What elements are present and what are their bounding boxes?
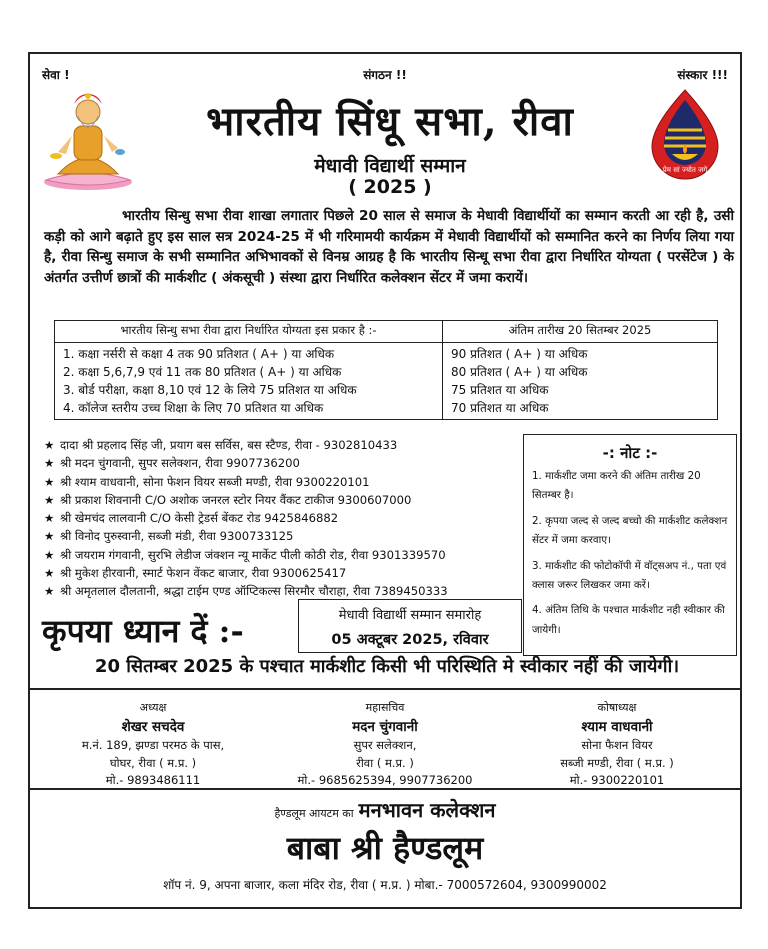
sangathan-tag: संगठन !!	[363, 68, 407, 82]
eligibility-right-header: अंतिम तारीख 20 सितम्बर 2025	[443, 321, 718, 343]
ad-prefix: हैण्डलूम आयटम का	[274, 807, 354, 820]
star-icon: ★	[44, 511, 55, 526]
attention-heading: कृपया ध्यान दें :-	[42, 612, 244, 650]
officer-name: शेखर सचदेव	[121, 719, 185, 735]
star-icon: ★	[44, 474, 55, 489]
star-icon: ★	[44, 492, 55, 507]
officer-detail: म.नं. 189, झण्डा परमठ के पास,	[81, 738, 225, 752]
event-subtitle: मेधावी विद्यार्थी सम्मान	[314, 155, 466, 177]
requirement-item: 75 प्रतिशत या अधिक	[451, 383, 549, 397]
collection-center-item: ★ श्री अमृतलाल दौलतानी, श्रद्धा टाईम एण्ड ऑप्टिकल्स सिरमौर चौराहा, रीवा 7389450333	[44, 582, 524, 600]
collection-center-item: ★ श्री प्रकाश शिवनानी C/O अशोक जनरल स्टोर नियर वैंकट टाकीज 9300607000	[44, 491, 524, 509]
note-title: -: नोट :-	[602, 444, 658, 462]
collection-center-item: ★ श्री जयराम गंगवानी, सुरभि लेडीज जंक्शन न्यू मार्केट पीली कोठी रोड, रीवा 9301339570	[44, 546, 524, 564]
ad-collection: मनभावन कलेक्शन	[358, 798, 496, 822]
officer-secretary	[270, 700, 500, 790]
ad-tagline	[30, 796, 740, 823]
intro-paragraph: भारतीय सिन्धु सभा रीवा शाखा लगातार पिछले 20 साल से समाज के मेधावी विद्यार्थीयों का सम्मान करती आ रही है, उसी कड़ी को आगे बढ़ाते हुए इस साल सत्र 2024-25 में भी गरिमामयी कार्यक्रम में मेधावी विद्यार्थीयों को सम्मानित करने का निर्णय लिया गया है, रीवा सिन्धु समाज के सभी सम्मानित अभिभावकों से विनम्र आग्रह है कि भारतीय सिन्धू सभा रीवा द्वारा निर्धारित योग्यता ( परसेंटेज ) के अंतर्गत उत्तीर्ण छात्रों की मार्कशीट ( अंकसूची ) संस्था द्वारा निर्धारित कलेक्शन सेंटर में जमा करायें।	[44, 208, 734, 286]
officer-detail: सोना फैशन वियर	[581, 738, 653, 752]
officer-detail: सुपर सलेक्शन,	[353, 738, 417, 752]
criteria-item: 4. कॉलेज स्तरीय उच्च शिक्षा के लिए 70 प्रतिशत या अधिक	[63, 401, 324, 415]
criteria-item: 1. कक्षा नर्सरी से कक्षा 4 तक 90 प्रतिशत ( A+ ) या अधिक	[63, 347, 335, 361]
logo-motto: प्रेम सां ज्योत जगे	[662, 166, 708, 174]
star-icon: ★	[44, 566, 55, 581]
collection-center-item: ★ श्री मदन चुंगवानी, सुपर सलेक्शन, रीवा 9907736200	[44, 454, 524, 472]
note-item: 4. अंतिम तिथि के पश्चात मार्कशीट नही स्वीकार की जायेगी।	[532, 604, 725, 636]
officer-detail: घोघर, रीवा ( म.प्र. )	[109, 755, 197, 770]
officer-detail: रीवा ( म.प्र. )	[356, 755, 414, 770]
officer-detail: मो.- 9893486111	[105, 773, 201, 787]
officer-name: श्याम वाधवानी	[581, 719, 653, 735]
shop-address: शॉप नं. 9, अपना बाजार, कला मंदिर रोड, रीवा ( म.प्र. ) मोबा.- 7000572604, 9300990002	[163, 878, 607, 892]
officer-president	[38, 700, 268, 790]
poster	[28, 52, 742, 909]
organization-title: भारतीय सिंधू सभा, रीवा	[206, 98, 574, 145]
requirement-item: 90 प्रतिशत ( A+ ) या अधिक	[451, 347, 588, 361]
criteria-item: 2. कक्षा 5,6,7,9 एवं 11 तक 80 प्रतिशत ( A+ ) या अधिक	[63, 365, 342, 379]
seva-tag: सेवा !	[42, 68, 70, 82]
eligibility-table	[54, 320, 718, 420]
star-icon: ★	[44, 584, 55, 599]
requirement-item: 70 प्रतिशत या अधिक	[451, 401, 549, 415]
star-icon: ★	[44, 438, 55, 452]
collection-center-item: ★ श्री विनोद पुरुस्वानी, सब्जी मंडी, रीवा 9300733125	[44, 527, 524, 545]
section-divider	[30, 688, 740, 690]
shop-name: बाबा श्री हैण्डलूम	[286, 829, 484, 867]
officer-treasurer	[502, 700, 732, 790]
officer-detail: मो.- 9685625394, 9907736200	[297, 773, 473, 787]
event-year: ( 2025 )	[348, 176, 432, 198]
officer-name: मदन चुंगवानी	[352, 719, 418, 735]
collection-center-item: ★ श्री खेमचंद लालवानी C/O केसी ट्रेडर्स बेंकट रोड 9425846882	[44, 509, 524, 527]
sanskar-tag: संस्कार !!!	[677, 68, 728, 82]
note-item: 3. मार्कशीट की फोटोकॉपी में वॉट्सअप नं., पता एवं क्लास जरूर लिखकर जमा करें।	[532, 559, 727, 592]
star-icon: ★	[44, 529, 55, 544]
officer-role: कोषाध्यक्ष	[597, 701, 637, 714]
collection-center-item: ★ श्री श्याम वाधवानी, सोना फेशन वियर सब्जी मण्डी, रीवा 9300220101	[44, 473, 524, 491]
note-box	[523, 434, 737, 656]
deity-illustration	[36, 82, 136, 192]
final-warning: 20 सितम्बर 2025 के पश्चात मार्कशीट किसी भी परिस्थिति मे स्वीकार नहीं की जायेगी।	[94, 656, 680, 677]
star-icon: ★	[44, 456, 55, 471]
collection-center-item: ★ दादा श्री प्रहलाद सिंह जी, प्रयाग बस सर्विस, बस स्टैण्ड, रीवा - 9302810433	[44, 436, 524, 454]
eligibility-left-header: भारतीय सिन्धु सभा रीवा द्वारा निर्धारित योग्यता इस प्रकार है :-	[55, 321, 443, 343]
event-name: मेधावी विद्यार्थी सम्मान समारोह	[338, 608, 482, 623]
sindhu-sabha-logo	[642, 86, 728, 182]
officer-detail: सब्जी मण्डी, रीवा ( म.प्र. )	[560, 755, 674, 770]
requirement-item: 80 प्रतिशत ( A+ ) या अधिक	[451, 365, 588, 379]
officer-role: महासचिव	[365, 701, 405, 714]
officer-detail: मो.- 9300220101	[569, 773, 665, 787]
event-date: 05 अक्टूबर 2025, रविवार	[331, 632, 489, 648]
collection-center-item: ★ श्री मुकेश हीरवानी, स्मार्ट फेशन वेंकट बाजार, रीवा 9300625417	[44, 564, 524, 582]
note-item: 1. मार्कशीट जमा करने की अंतिम तारीख 20 सितम्बर है।	[532, 470, 701, 502]
event-box	[298, 599, 522, 653]
officer-role: अध्यक्ष	[139, 701, 167, 714]
star-icon: ★	[44, 547, 55, 562]
note-item: 2. कृपया जल्द से जल्द बच्चो की मार्कशीट कलेक्शन सेंटर में जमा करवाए।	[532, 514, 728, 547]
section-divider	[30, 788, 740, 790]
criteria-item: 3. बोर्ड परीक्षा, कक्षा 8,10 एवं 12 के लिये 75 प्रतिशत या अधिक	[63, 383, 357, 397]
collection-center-list	[44, 436, 524, 601]
